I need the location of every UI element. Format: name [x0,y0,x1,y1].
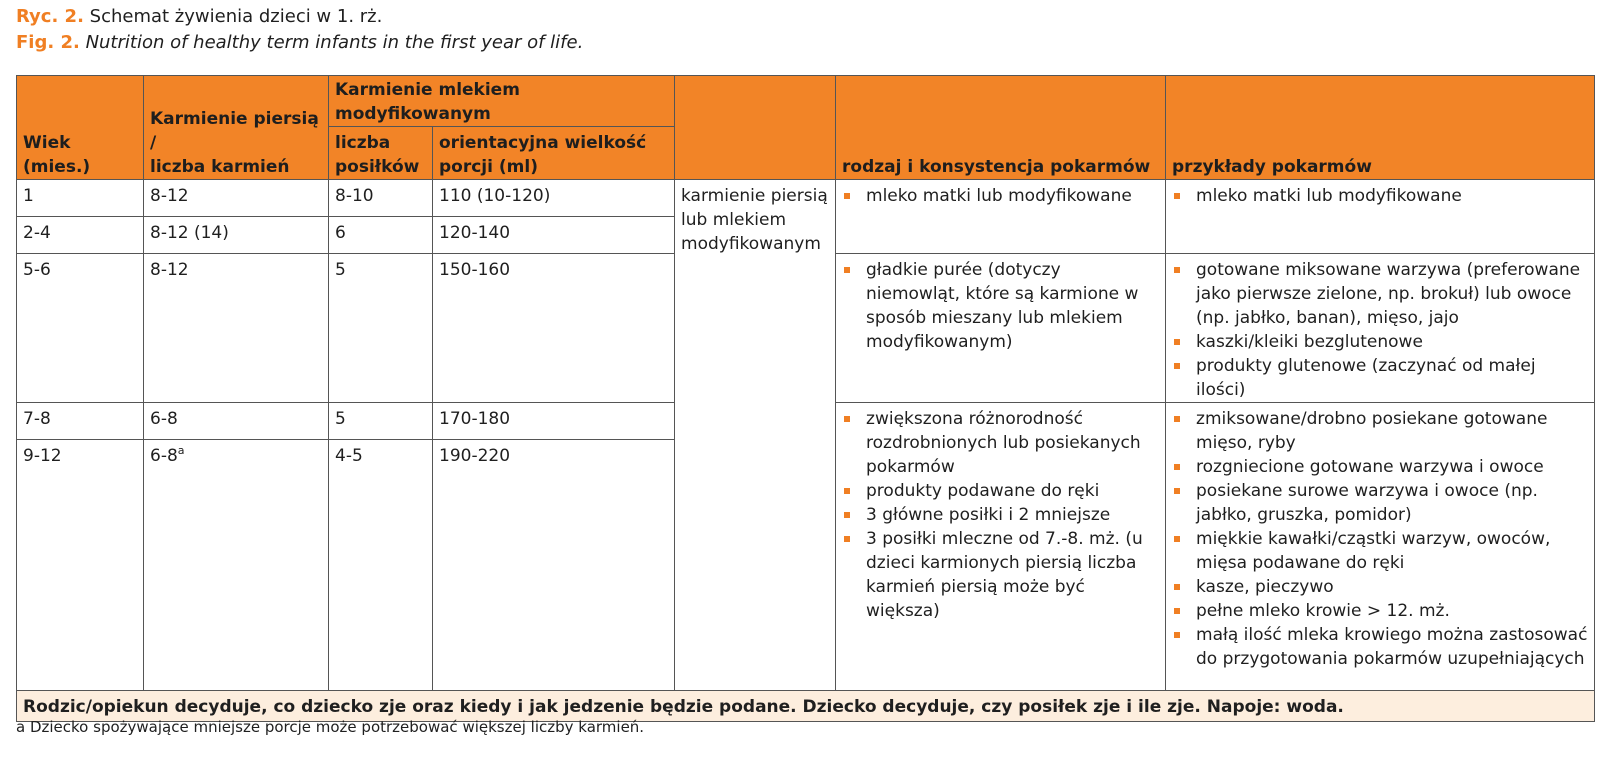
table-row [17,180,1595,217]
header-age: Wiek (mies.) [17,76,144,180]
header-food-examples: przykłady pokarmów [1166,76,1595,180]
cell-breast [144,440,329,691]
cell-food-examples-1 [1166,180,1595,254]
header-row-1 [17,76,1595,127]
nutrition-table [16,75,1595,722]
list-item: mleko matki lub modyfikowane [842,184,1159,208]
header-meals-line2: posiłków [335,157,420,177]
list-item: małą ilość mleka krowiego można zastosować do przygotowania pokarmów uzupełniających [1172,623,1588,671]
cell-merged-feeding: karmienie piersią lub mlekiem modyfikowanym [675,180,836,691]
cell-breast: 8-12 [144,180,329,217]
cell-age: 7-8 [17,403,144,440]
cell-portion: 120-140 [433,217,675,254]
list-item: gotowane miksowane warzywa (preferowane jako pierwsze zielone, np. brokuł) lub owoce (np. jabłko, banan), mięso, jajo [1172,258,1588,330]
cell-breast: 6-8 [144,403,329,440]
list-item: gładkie purée (dotyczy niemowląt, które są karmione w sposób mieszany lub mlekiem modyfikowanym) [842,258,1159,354]
caption-english [16,32,583,54]
list-item: 3 główne posiłki i 2 mniejsze [842,503,1159,527]
list-item: 3 posiłki mleczne od 7.-8. mż. (u dzieci karmionych piersią liczba karmień piersią może być większa) [842,527,1159,623]
cell-breast: 8-12 (14) [144,217,329,254]
footnote-marker: a [177,444,185,457]
caption-en-text: Nutrition of healthy term infants in the first year of life. [85,32,584,53]
list-item: produkty glutenowe (zaczynać od małej ilości) [1172,354,1588,402]
caption-en-label: Fig. 2. [16,32,80,53]
caption-pl-label: Ryc. 2. [16,6,84,27]
cell-food-examples-3 [1166,403,1595,691]
cell-food-examples-2 [1166,254,1595,403]
cell-age: 1 [17,180,144,217]
cell-age: 5-6 [17,254,144,403]
cell-portion: 150-160 [433,254,675,403]
caption-pl-text: Schemat żywienia dzieci w 1. rż. [89,6,383,27]
header-breast-line1: Karmienie piersią / [150,109,319,153]
header-feeding-empty [675,76,836,180]
cell-meals: 4-5 [329,440,433,691]
list-item: mleko matki lub modyfikowane [1172,184,1588,208]
list-item: posiekane surowe warzywa i owoce (np. jabłko, gruszka, pomidor) [1172,479,1588,527]
header-portion-line1: orientacyjna wielkość [439,133,647,153]
cell-meals: 5 [329,403,433,440]
cell-portion: 110 (10-120) [433,180,675,217]
list-item: miękkie kawałki/cząstki warzyw, owoców, mięsa podawane do ręki [1172,527,1588,575]
cell-breast: 8-12 [144,254,329,403]
cell-meals: 5 [329,254,433,403]
list-item: zmiksowane/drobno posiekane gotowane mięso, ryby [1172,407,1588,455]
list-item: produkty podawane do ręki [842,479,1159,503]
list-item: kaszki/kleiki bezglutenowe [1172,330,1588,354]
header-breast-line2: liczba karmień [150,157,290,177]
cell-meals: 6 [329,217,433,254]
cell-food-type-3 [836,403,1166,691]
header-meals-line1: liczba [335,133,391,153]
cell-age: 9-12 [17,440,144,691]
cell-food-type-1 [836,180,1166,254]
cell-portion: 170-180 [433,403,675,440]
footer-note: Rodzic/opiekun decyduje, co dziecko zje oraz kiedy i jak jedzenie będzie podane. Dziecko decyduje, czy posiłek zje i ile zje. Napoje: woda. [17,691,1595,722]
list-item: kasze, pieczywo [1172,575,1588,599]
caption-polish [16,6,382,28]
header-food-type: rodzaj i konsystencja pokarmów [836,76,1166,180]
header-portion-line2: porcji (ml) [439,157,538,177]
list-item: zwiększona różnorodność rozdrobnionych lub posiekanych pokarmów [842,407,1159,479]
cell-food-type-2 [836,254,1166,403]
header-meals [329,127,433,180]
cell-portion: 190-220 [433,440,675,691]
cell-breast-value: 6-8 [150,446,178,466]
cell-age: 2-4 [17,217,144,254]
list-item: pełne mleko krowie > 12. mż. [1172,599,1588,623]
header-breastfeeding [144,76,329,180]
footnote: a Dziecko spożywające mniejsze porcje może potrzebować większej liczby karmień. [16,718,645,736]
header-formula-group: Karmienie mlekiem modyfikowanym [329,76,675,127]
header-portion [433,127,675,180]
cell-meals: 8-10 [329,180,433,217]
list-item: rozgniecione gotowane warzywa i owoce [1172,455,1588,479]
